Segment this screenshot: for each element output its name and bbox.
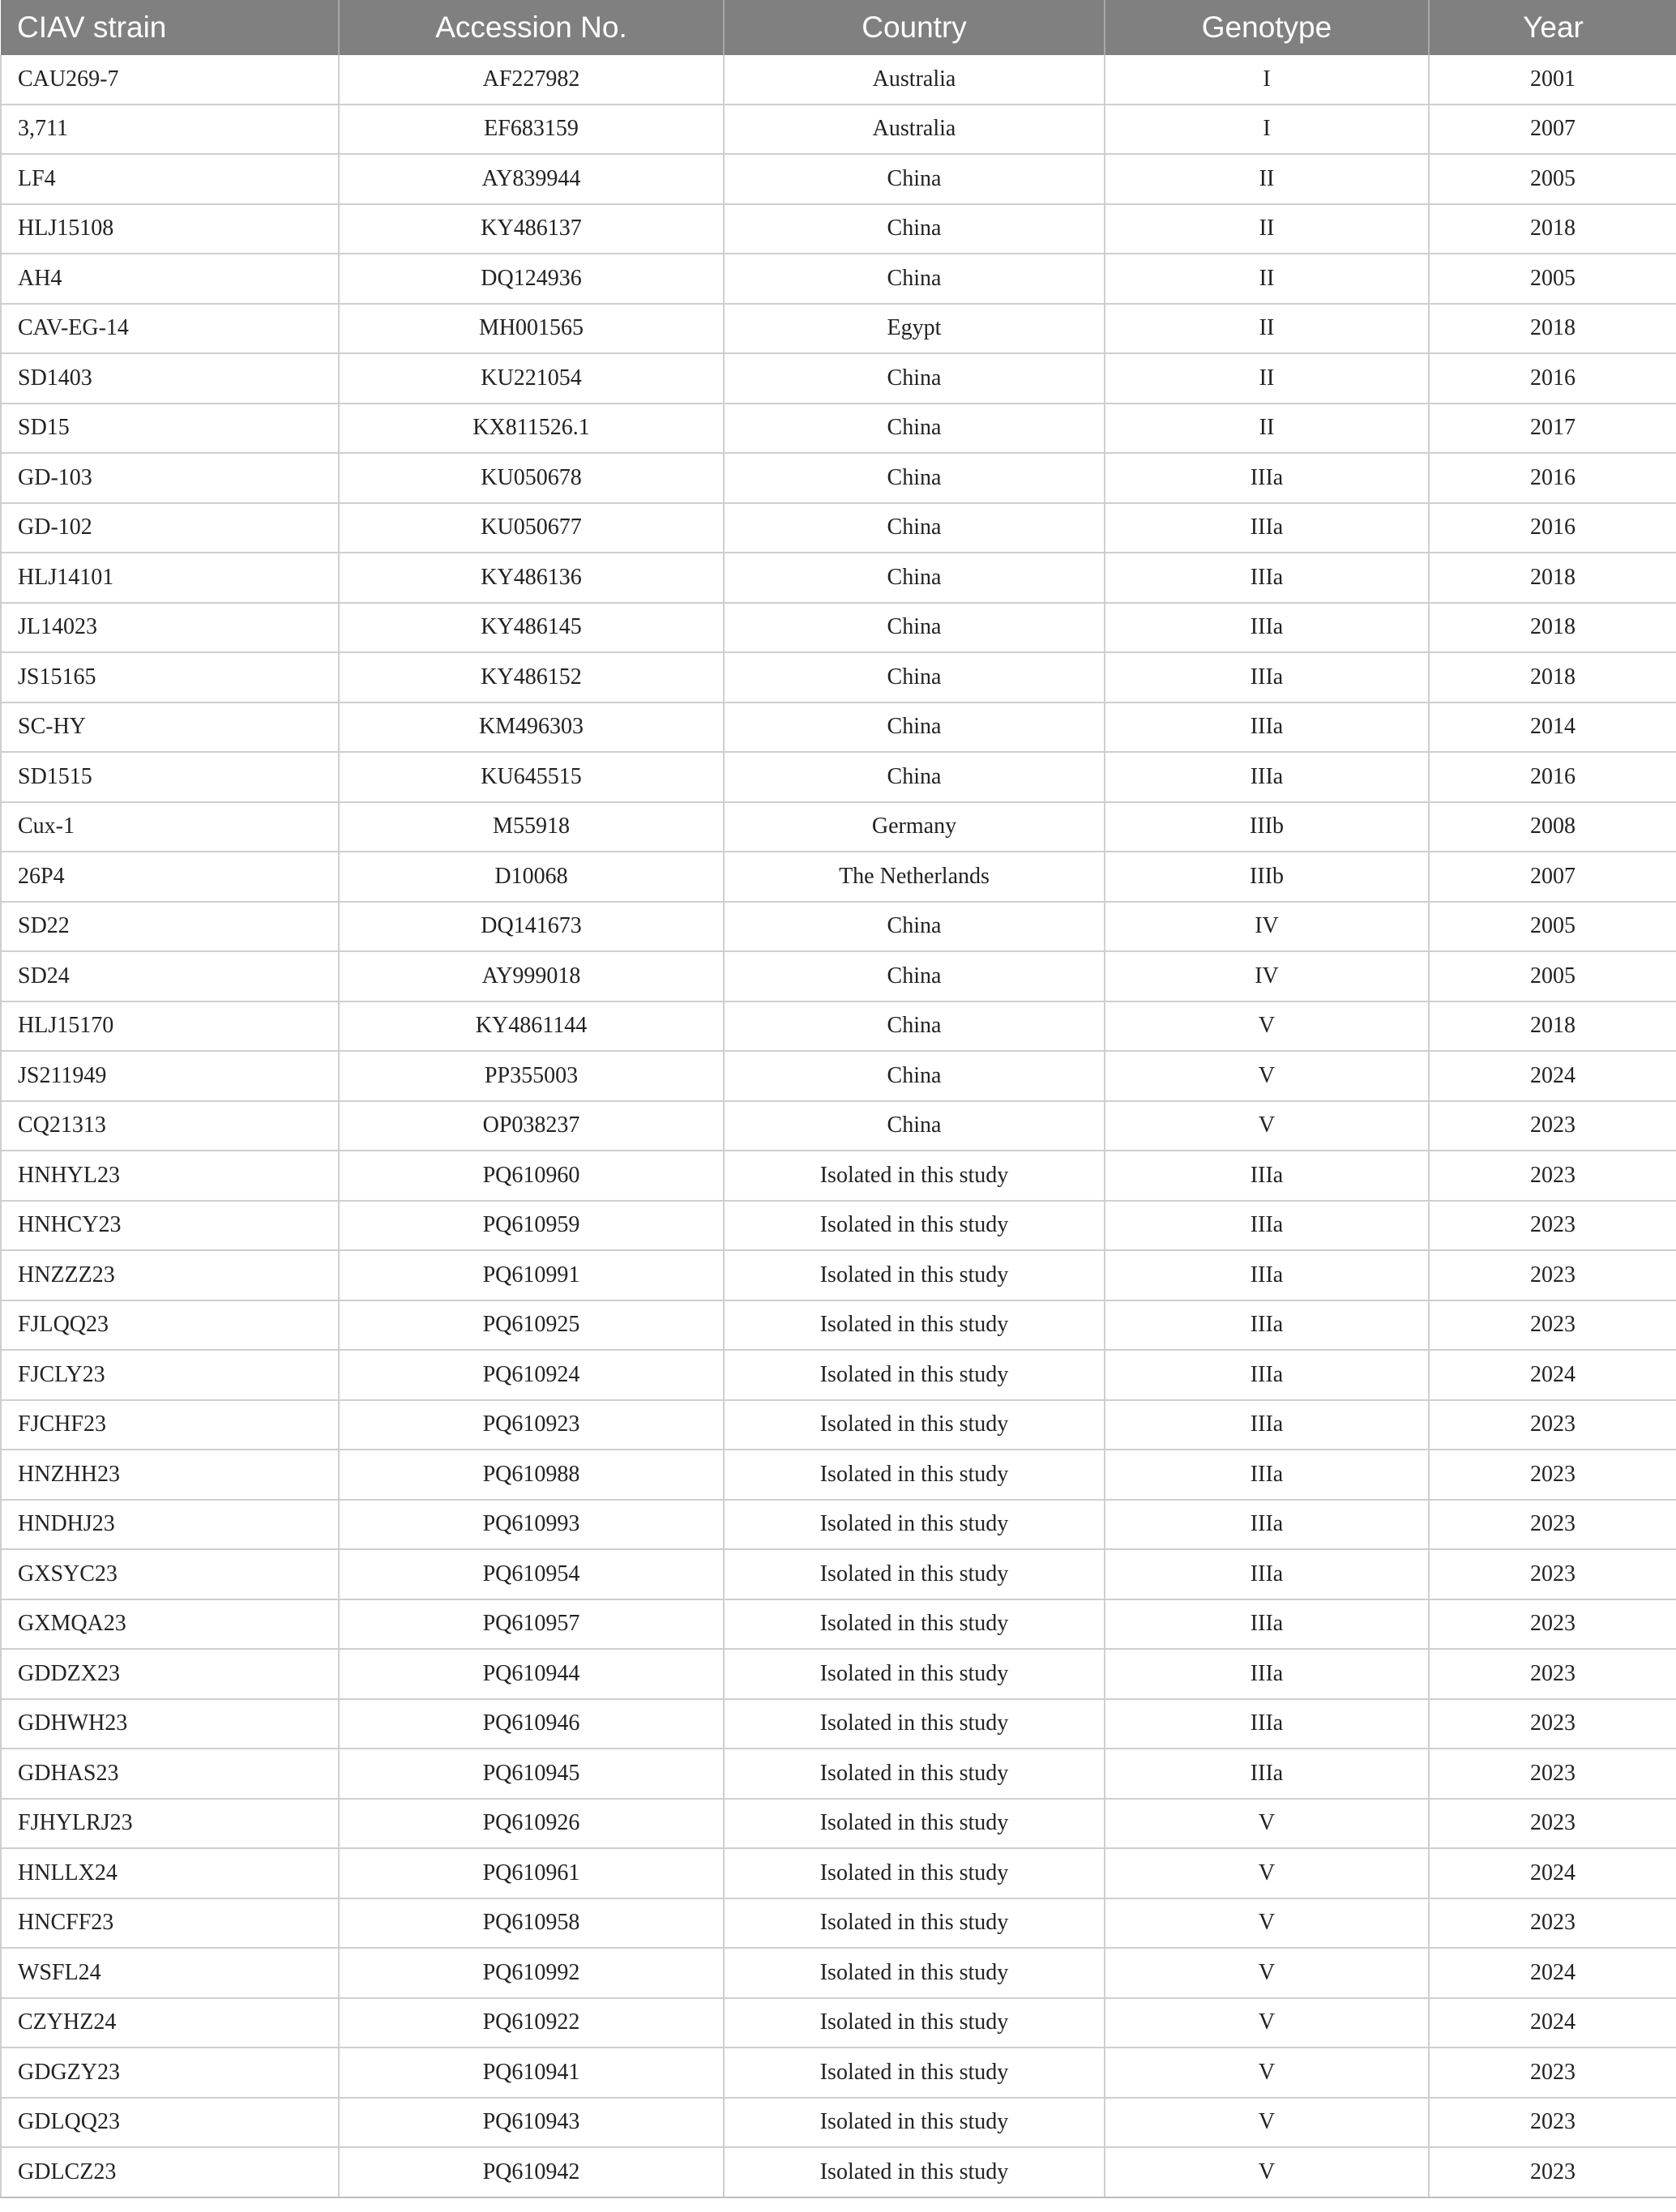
strain-cell: SD22 xyxy=(1,902,339,952)
strain-cell: GD-103 xyxy=(1,453,339,503)
year-cell: 2023 xyxy=(1429,1549,1676,1599)
genotype-cell: V xyxy=(1105,1898,1429,1949)
country-cell: China xyxy=(724,553,1105,603)
table-row xyxy=(1,1101,1676,1151)
table-row xyxy=(1,254,1676,304)
genotype-cell: IIIa xyxy=(1105,1599,1429,1650)
genotype-cell: IIIa xyxy=(1105,1250,1429,1300)
year-cell: 2018 xyxy=(1429,1001,1676,1052)
genotype-cell: V xyxy=(1105,2048,1429,2098)
year-cell: 2023 xyxy=(1429,1799,1676,1849)
accession-cell: EF683159 xyxy=(339,105,724,155)
genotype-cell: V xyxy=(1105,1848,1429,1898)
table-row xyxy=(1,404,1676,454)
country-cell: Isolated in this study xyxy=(724,1948,1105,1998)
genotype-cell: V xyxy=(1105,1799,1429,1849)
country-cell: Isolated in this study xyxy=(724,1699,1105,1749)
strain-cell: JL14023 xyxy=(1,603,339,653)
table-row xyxy=(1,1350,1676,1400)
accession-cell: KY486145 xyxy=(339,603,724,653)
genotype-cell: IIIb xyxy=(1105,852,1429,902)
year-cell: 2023 xyxy=(1429,1250,1676,1300)
year-cell: 2014 xyxy=(1429,702,1676,753)
table-row xyxy=(1,1500,1676,1550)
strain-cell: SD15 xyxy=(1,404,339,454)
country-cell: Isolated in this study xyxy=(724,1300,1105,1351)
strain-cell: GXMQA23 xyxy=(1,1599,339,1650)
genotype-cell: I xyxy=(1105,55,1429,105)
strain-cell: FJHYLRJ23 xyxy=(1,1799,339,1849)
country-cell: China xyxy=(724,752,1105,802)
year-cell: 2023 xyxy=(1429,1101,1676,1151)
strain-cell: GDHAS23 xyxy=(1,1749,339,1799)
table-row xyxy=(1,652,1676,702)
table-row xyxy=(1,1250,1676,1300)
country-cell: Germany xyxy=(724,802,1105,852)
strain-cell: GDLCZ23 xyxy=(1,2147,339,2197)
country-cell: Egypt xyxy=(724,304,1105,354)
year-cell: 2023 xyxy=(1429,1450,1676,1500)
year-cell: 2018 xyxy=(1429,204,1676,254)
year-cell: 2005 xyxy=(1429,951,1676,1001)
country-cell: China xyxy=(724,652,1105,702)
accession-cell: AY839944 xyxy=(339,154,724,204)
strain-cell: HNCFF23 xyxy=(1,1898,339,1949)
genotype-cell: IIIa xyxy=(1105,702,1429,753)
country-cell: China xyxy=(724,404,1105,454)
accession-cell: PQ610958 xyxy=(339,1898,724,1949)
strain-cell: CAU269-7 xyxy=(1,55,339,105)
strain-cell: FJCLY23 xyxy=(1,1350,339,1400)
year-cell: 2023 xyxy=(1429,1400,1676,1450)
genotype-cell: IIIa xyxy=(1105,1450,1429,1500)
genotype-cell: IV xyxy=(1105,951,1429,1001)
accession-cell: KY486152 xyxy=(339,652,724,702)
genotype-cell: IIIa xyxy=(1105,1500,1429,1550)
accession-cell: KU645515 xyxy=(339,752,724,802)
year-cell: 2016 xyxy=(1429,453,1676,503)
year-cell: 2023 xyxy=(1429,1151,1676,1201)
strain-cell: GDLQQ23 xyxy=(1,2098,339,2148)
genotype-cell: V xyxy=(1105,2147,1429,2197)
genotype-cell: II xyxy=(1105,204,1429,254)
strain-cell: HNLLX24 xyxy=(1,1848,339,1898)
year-cell: 2023 xyxy=(1429,1699,1676,1749)
genotype-cell: IIIa xyxy=(1105,1549,1429,1599)
table-row xyxy=(1,1400,1676,1450)
genotype-cell: IIIa xyxy=(1105,453,1429,503)
country-cell: Isolated in this study xyxy=(724,1599,1105,1650)
table-header xyxy=(1,0,1676,55)
table-row xyxy=(1,852,1676,902)
strain-cell: HLJ14101 xyxy=(1,553,339,603)
table-row xyxy=(1,1998,1676,2048)
year-cell: 2024 xyxy=(1429,1998,1676,2048)
year-cell: 2007 xyxy=(1429,105,1676,155)
genotype-cell: IIIa xyxy=(1105,1350,1429,1400)
country-cell: China xyxy=(724,951,1105,1001)
year-cell: 2016 xyxy=(1429,752,1676,802)
strain-cell: 3,711 xyxy=(1,105,339,155)
accession-cell: OP038237 xyxy=(339,1101,724,1151)
table-row xyxy=(1,752,1676,802)
year-cell: 2017 xyxy=(1429,404,1676,454)
table-row xyxy=(1,353,1676,404)
country-cell: Isolated in this study xyxy=(724,1151,1105,1201)
strain-cell: GDDZX23 xyxy=(1,1649,339,1699)
accession-cell: D10068 xyxy=(339,852,724,902)
genotype-cell: V xyxy=(1105,1101,1429,1151)
accession-cell: PQ610961 xyxy=(339,1848,724,1898)
table-row xyxy=(1,1799,1676,1849)
table-row xyxy=(1,1450,1676,1500)
table-row xyxy=(1,1051,1676,1101)
year-cell: 2005 xyxy=(1429,902,1676,952)
country-cell: Isolated in this study xyxy=(724,1201,1105,1251)
genotype-cell: IIIb xyxy=(1105,802,1429,852)
genotype-cell: IIIa xyxy=(1105,652,1429,702)
country-cell: Isolated in this study xyxy=(724,1450,1105,1500)
country-cell: Australia xyxy=(724,55,1105,105)
genotype-cell: V xyxy=(1105,1948,1429,1998)
accession-cell: PQ610941 xyxy=(339,2048,724,2098)
header-genotype: Genotype xyxy=(1105,0,1429,55)
strain-cell: AH4 xyxy=(1,254,339,304)
year-cell: 2016 xyxy=(1429,503,1676,553)
accession-cell: PQ610945 xyxy=(339,1749,724,1799)
strain-cell: JS211949 xyxy=(1,1051,339,1101)
genotype-cell: II xyxy=(1105,154,1429,204)
country-cell: Isolated in this study xyxy=(724,2098,1105,2148)
strain-cell: HNHYL23 xyxy=(1,1151,339,1201)
table-row xyxy=(1,105,1676,155)
genotype-cell: IIIa xyxy=(1105,603,1429,653)
genotype-cell: IIIa xyxy=(1105,503,1429,553)
year-cell: 2005 xyxy=(1429,154,1676,204)
accession-cell: PQ610993 xyxy=(339,1500,724,1550)
accession-cell: KX811526.1 xyxy=(339,404,724,454)
country-cell: China xyxy=(724,603,1105,653)
strain-cell: GDGZY23 xyxy=(1,2048,339,2098)
table-row xyxy=(1,2098,1676,2148)
accession-cell: PQ610925 xyxy=(339,1300,724,1351)
accession-cell: PQ610959 xyxy=(339,1201,724,1251)
country-cell: Isolated in this study xyxy=(724,1549,1105,1599)
year-cell: 2024 xyxy=(1429,1350,1676,1400)
country-cell: China xyxy=(724,453,1105,503)
year-cell: 2005 xyxy=(1429,254,1676,304)
table-row xyxy=(1,951,1676,1001)
accession-cell: KY486137 xyxy=(339,204,724,254)
strain-cell: GXSYC23 xyxy=(1,1549,339,1599)
strain-cell: HLJ15170 xyxy=(1,1001,339,1052)
accession-cell: PQ610943 xyxy=(339,2098,724,2148)
accession-cell: PQ610988 xyxy=(339,1450,724,1500)
header-year: Year xyxy=(1429,0,1676,55)
genotype-cell: IIIa xyxy=(1105,1699,1429,1749)
table-row xyxy=(1,1649,1676,1699)
country-cell: Isolated in this study xyxy=(724,1400,1105,1450)
table-row xyxy=(1,1599,1676,1650)
strain-cell: LF4 xyxy=(1,154,339,204)
year-cell: 2023 xyxy=(1429,1500,1676,1550)
accession-cell: PQ610960 xyxy=(339,1151,724,1201)
accession-cell: AY999018 xyxy=(339,951,724,1001)
year-cell: 2018 xyxy=(1429,603,1676,653)
country-cell: Isolated in this study xyxy=(724,1649,1105,1699)
accession-cell: KU050678 xyxy=(339,453,724,503)
year-cell: 2024 xyxy=(1429,1051,1676,1101)
strain-cell: HLJ15108 xyxy=(1,204,339,254)
accession-cell: PQ610923 xyxy=(339,1400,724,1450)
accession-cell: PP355003 xyxy=(339,1051,724,1101)
header-country: Country xyxy=(724,0,1105,55)
genotype-cell: V xyxy=(1105,2098,1429,2148)
accession-cell: PQ610924 xyxy=(339,1350,724,1400)
accession-cell: PQ610991 xyxy=(339,1250,724,1300)
genotype-cell: V xyxy=(1105,1051,1429,1101)
year-cell: 2007 xyxy=(1429,852,1676,902)
table-row xyxy=(1,1001,1676,1052)
year-cell: 2024 xyxy=(1429,1848,1676,1898)
table-body xyxy=(1,55,1676,2197)
country-cell: Isolated in this study xyxy=(724,2048,1105,2098)
genotype-cell: IIIa xyxy=(1105,1201,1429,1251)
genotype-cell: II xyxy=(1105,404,1429,454)
strain-cell: FJCHF23 xyxy=(1,1400,339,1450)
genotype-cell: IV xyxy=(1105,902,1429,952)
table-row xyxy=(1,802,1676,852)
strain-cell: GD-102 xyxy=(1,503,339,553)
strain-cell: JS15165 xyxy=(1,652,339,702)
table-row xyxy=(1,154,1676,204)
country-cell: Isolated in this study xyxy=(724,1500,1105,1550)
strain-cell: Cux-1 xyxy=(1,802,339,852)
year-cell: 2023 xyxy=(1429,1201,1676,1251)
genotype-cell: IIIa xyxy=(1105,1749,1429,1799)
year-cell: 2024 xyxy=(1429,1948,1676,1998)
table-row xyxy=(1,1848,1676,1898)
genotype-cell: II xyxy=(1105,304,1429,354)
accession-cell: MH001565 xyxy=(339,304,724,354)
accession-cell: KU221054 xyxy=(339,353,724,404)
table-row xyxy=(1,2147,1676,2197)
strain-cell: WSFL24 xyxy=(1,1948,339,1998)
strain-cell: SC-HY xyxy=(1,702,339,753)
table-row xyxy=(1,503,1676,553)
year-cell: 2016 xyxy=(1429,353,1676,404)
year-cell: 2018 xyxy=(1429,553,1676,603)
table-row xyxy=(1,1948,1676,1998)
strain-cell: CAV-EG-14 xyxy=(1,304,339,354)
year-cell: 2023 xyxy=(1429,1898,1676,1949)
year-cell: 2008 xyxy=(1429,802,1676,852)
year-cell: 2023 xyxy=(1429,1599,1676,1650)
country-cell: China xyxy=(724,353,1105,404)
accession-cell: M55918 xyxy=(339,802,724,852)
year-cell: 2018 xyxy=(1429,652,1676,702)
table-row xyxy=(1,1749,1676,1799)
year-cell: 2023 xyxy=(1429,2147,1676,2197)
year-cell: 2023 xyxy=(1429,1649,1676,1699)
accession-cell: PQ610944 xyxy=(339,1649,724,1699)
header-row xyxy=(1,0,1676,55)
accession-cell: KU050677 xyxy=(339,503,724,553)
country-cell: China xyxy=(724,503,1105,553)
genotype-cell: I xyxy=(1105,105,1429,155)
country-cell: Isolated in this study xyxy=(724,1898,1105,1949)
accession-cell: PQ610942 xyxy=(339,2147,724,2197)
table-row xyxy=(1,1151,1676,1201)
header-accession-no: Accession No. xyxy=(339,0,724,55)
strain-cell: GDHWH23 xyxy=(1,1699,339,1749)
country-cell: Isolated in this study xyxy=(724,1250,1105,1300)
accession-cell: AF227982 xyxy=(339,55,724,105)
accession-cell: KY4861144 xyxy=(339,1001,724,1052)
country-cell: Isolated in this study xyxy=(724,1749,1105,1799)
country-cell: China xyxy=(724,902,1105,952)
strain-cell: HNZHH23 xyxy=(1,1450,339,1500)
table-row xyxy=(1,1201,1676,1251)
strain-cell: SD24 xyxy=(1,951,339,1001)
country-cell: Australia xyxy=(724,105,1105,155)
table-row xyxy=(1,603,1676,653)
table-row xyxy=(1,2048,1676,2098)
genotype-cell: V xyxy=(1105,1998,1429,2048)
year-cell: 2023 xyxy=(1429,2098,1676,2148)
country-cell: Isolated in this study xyxy=(724,1799,1105,1849)
genotype-cell: IIIa xyxy=(1105,1151,1429,1201)
strain-cell: FJLQQ23 xyxy=(1,1300,339,1351)
table-row xyxy=(1,304,1676,354)
accession-cell: KM496303 xyxy=(339,702,724,753)
country-cell: China xyxy=(724,204,1105,254)
accession-cell: KY486136 xyxy=(339,553,724,603)
year-cell: 2018 xyxy=(1429,304,1676,354)
genotype-cell: IIIa xyxy=(1105,1400,1429,1450)
genotype-cell: II xyxy=(1105,254,1429,304)
table-row xyxy=(1,553,1676,603)
accession-cell: PQ610926 xyxy=(339,1799,724,1849)
year-cell: 2023 xyxy=(1429,1300,1676,1351)
accession-cell: DQ141673 xyxy=(339,902,724,952)
header-ciav-strain: CIAV strain xyxy=(1,0,339,55)
year-cell: 2023 xyxy=(1429,1749,1676,1799)
strain-cell: HNZZZ23 xyxy=(1,1250,339,1300)
year-cell: 2023 xyxy=(1429,2048,1676,2098)
country-cell: The Netherlands xyxy=(724,852,1105,902)
country-cell: Isolated in this study xyxy=(724,1998,1105,2048)
genotype-cell: IIIa xyxy=(1105,1300,1429,1351)
strain-cell: SD1515 xyxy=(1,752,339,802)
year-cell: 2001 xyxy=(1429,55,1676,105)
table-row xyxy=(1,1699,1676,1749)
strain-cell: CZYHZ24 xyxy=(1,1998,339,2048)
country-cell: China xyxy=(724,702,1105,753)
accession-cell: PQ610957 xyxy=(339,1599,724,1650)
accession-cell: PQ610992 xyxy=(339,1948,724,1998)
strain-cell: CQ21313 xyxy=(1,1101,339,1151)
accession-cell: PQ610946 xyxy=(339,1699,724,1749)
genotype-cell: IIIa xyxy=(1105,752,1429,802)
country-cell: China xyxy=(724,254,1105,304)
table-row xyxy=(1,204,1676,254)
strain-cell: HNHCY23 xyxy=(1,1201,339,1251)
table-row xyxy=(1,1549,1676,1599)
table-row xyxy=(1,702,1676,753)
table-row xyxy=(1,902,1676,952)
accession-cell: PQ610922 xyxy=(339,1998,724,2048)
table-row xyxy=(1,1898,1676,1949)
genotype-cell: V xyxy=(1105,1001,1429,1052)
country-cell: China xyxy=(724,1101,1105,1151)
accession-cell: PQ610954 xyxy=(339,1549,724,1599)
strain-cell: HNDHJ23 xyxy=(1,1500,339,1550)
table-row xyxy=(1,453,1676,503)
table-row xyxy=(1,1300,1676,1351)
genotype-cell: II xyxy=(1105,353,1429,404)
country-cell: Isolated in this study xyxy=(724,1848,1105,1898)
table-row xyxy=(1,55,1676,105)
country-cell: Isolated in this study xyxy=(724,2147,1105,2197)
strain-cell: 26P4 xyxy=(1,852,339,902)
strain-cell: SD1403 xyxy=(1,353,339,404)
country-cell: China xyxy=(724,154,1105,204)
country-cell: China xyxy=(724,1051,1105,1101)
accession-cell: DQ124936 xyxy=(339,254,724,304)
genotype-cell: IIIa xyxy=(1105,553,1429,603)
country-cell: Isolated in this study xyxy=(724,1350,1105,1400)
country-cell: China xyxy=(724,1001,1105,1052)
genotype-cell: IIIa xyxy=(1105,1649,1429,1699)
